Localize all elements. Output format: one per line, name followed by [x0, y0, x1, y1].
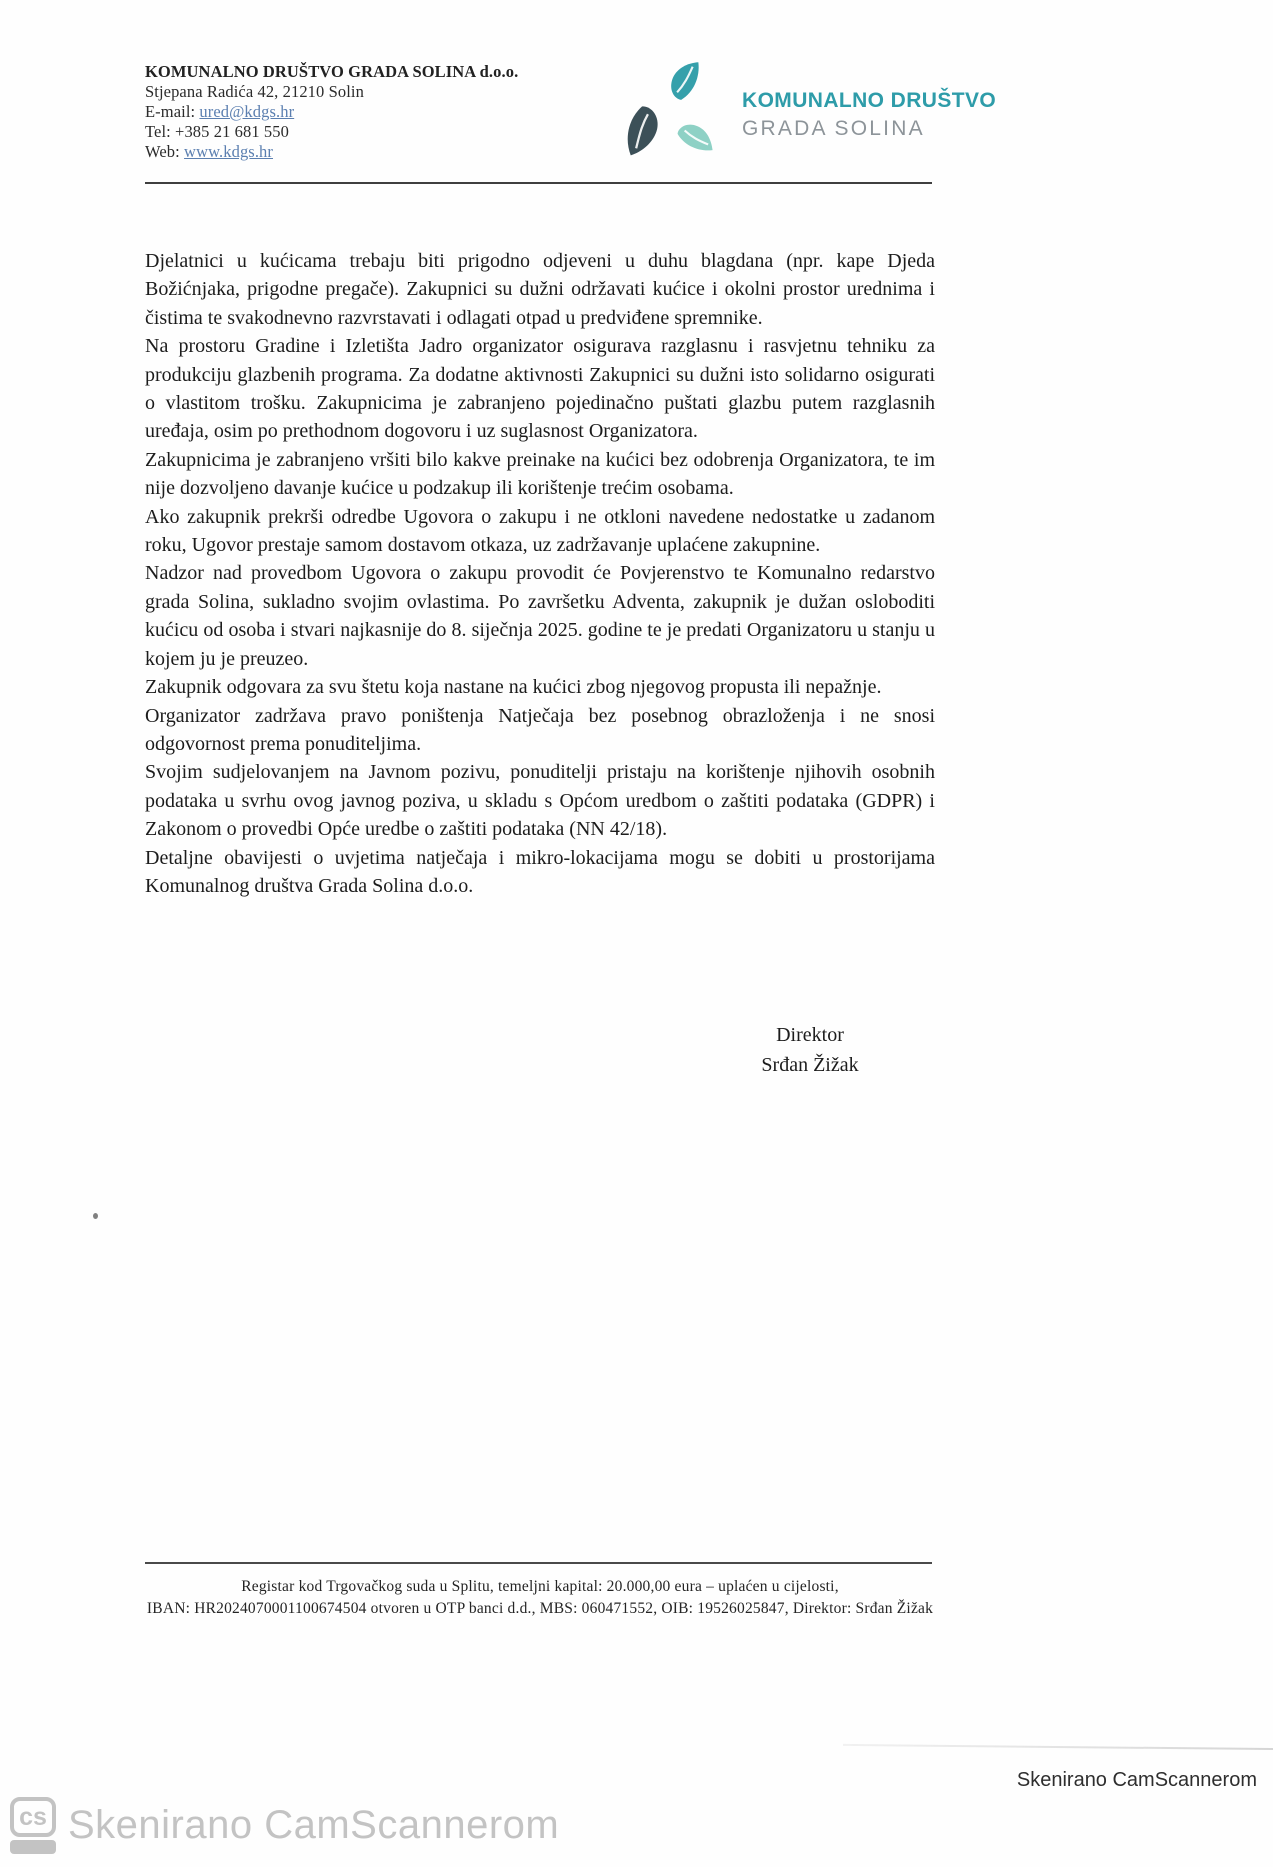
- registry-footer: [100, 1576, 980, 1620]
- registry-line-1: Registar kod Trgovačkog suda u Splitu, temeljni kapital: 20.000,00 eura – uplaćen u cijelosti,: [241, 1578, 839, 1595]
- web-link[interactable]: www.kdgs.hr: [184, 142, 273, 161]
- paragraph: Djelatnici u kućicama trebaju biti prigodno odjeveni u duhu blagdana (npr. kape Djeda Božićnjaka, prigodne pregače). Zakupnici su dužni održavati kućice i okolni prostor urednima i čistima te svakodnevno razvrstavati i odlagati otpad u predviđene spremnike.: [145, 250, 935, 329]
- logo-line-1: KOMUNALNO DRUŠTVO: [742, 89, 997, 112]
- paragraph: Zakupnicima je zabranjeno vršiti bilo kakve preinake na kućici bez odobrenja Organizatora, te im nije dozvoljeno davanje kućice u podzakup ili korištenje trećim osobama.: [145, 448, 935, 500]
- paragraph: Detaljne obavijesti o uvjetima natječaja i mikro-lokacijama mogu se dobiti u prostorijama Komunalnog društva Grada Solina d.o.o.: [145, 846, 935, 897]
- document-body: [145, 247, 935, 900]
- logo-wordmark: [742, 89, 996, 141]
- email-label: E-mail:: [145, 102, 200, 121]
- paragraph: Ako zakupnik prekrši odredbe Ugovora o zakupu i ne otkloni navedene nedostatke u zadanom roku, Ugovor prestaje samom dostavom otkaza, uz zadržavanje uplaćene zakupnine.: [145, 505, 935, 557]
- company-name: KOMUNALNO DRUŠTVO GRADA SOLINA d.o.o.: [145, 62, 519, 81]
- web-line: [145, 142, 518, 162]
- camscanner-watermark-small: Skenirano CamScannerom: [1016, 1769, 1257, 1791]
- camscanner-logo-icon: [10, 1797, 56, 1854]
- leaves-icon: [614, 56, 726, 174]
- camscanner-watermark-large: Skenirano CamScannerom: [68, 1803, 560, 1847]
- signature-name: Srđan Žižak: [761, 1054, 859, 1076]
- web-label: Web:: [145, 142, 185, 161]
- paragraph: Svojim sudjelovanjem na Javnom pozivu, ponuditelji pristaju na korištenje njihovih osobnih podataka u svrhu ovog javnog poziva, u skladu s Općom uredbom o zaštiti podataka (GDPR) i Zakonom o provedbi Opće uredbe o zaštiti podataka (NN 42/18).: [145, 761, 935, 841]
- logo-line-2: GRADA SOLINA: [742, 117, 925, 140]
- tel-line: Tel: +385 21 681 550: [145, 122, 289, 141]
- paragraph: Zakupnik odgovara za svu štetu koja nastane na kućici zbog njegovog propusta ili nepažnje.: [145, 676, 882, 699]
- footer-divider: [145, 1562, 932, 1564]
- company-address: Stjepana Radića 42, 21210 Solin: [145, 82, 364, 101]
- email-link[interactable]: ured@kdgs.hr: [199, 102, 295, 121]
- sender-header: [145, 62, 518, 162]
- paragraph: Organizator zadržava pravo poništenja Natječaja bez posebnog obrazloženja i ne snosi odgovornost prema ponuditeljima.: [145, 704, 935, 755]
- camscanner-logo-base: [10, 1840, 56, 1854]
- camscanner-logo-letters: cs: [10, 1797, 56, 1837]
- camscanner-watermark-bar: [10, 1797, 559, 1854]
- registry-line-2: IBAN: HR2024070001100674504 otvoren u OTP banci d.d., MBS: 060471552, OIB: 19526025847, Direktor: Srđan Žižak: [146, 1600, 934, 1617]
- header-divider: [145, 182, 932, 184]
- paragraph: Nadzor nad provedbom Ugovora o zakupu provodit će Povjerenstvo te Komunalno redarstvo grada Solina, sukladno svojim ovlastima. Po završetku Adventa, zakupnik je dužan osloboditi kućicu od osoba i stvari najkasnije do 8. siječnja 2025. godine te je predati Organizatoru u stanju u kojem ju je preuzeo.: [145, 562, 935, 670]
- company-logo: [614, 56, 996, 174]
- signature-title: Direktor: [776, 1024, 844, 1046]
- email-line: [145, 102, 518, 122]
- signature-block: [640, 1020, 980, 1080]
- scan-dot-artifact: [93, 1213, 98, 1219]
- scan-edge-line: [843, 1744, 1273, 1750]
- paragraph: Na prostoru Gradine i Izletišta Jadro organizator osigurava razglasnu i rasvjetnu tehniku za produkciju glazbenih programa. Za dodatne aktivnosti Zakupnici su dužni isto solidarno osigurati o vlastitom trošku. Zakupnicima je zabranjeno pojedinačno puštati glazbu putem razglasnih uređaja, osim po prethodnom dogovoru i uz suglasnost Organizatora.: [145, 335, 935, 443]
